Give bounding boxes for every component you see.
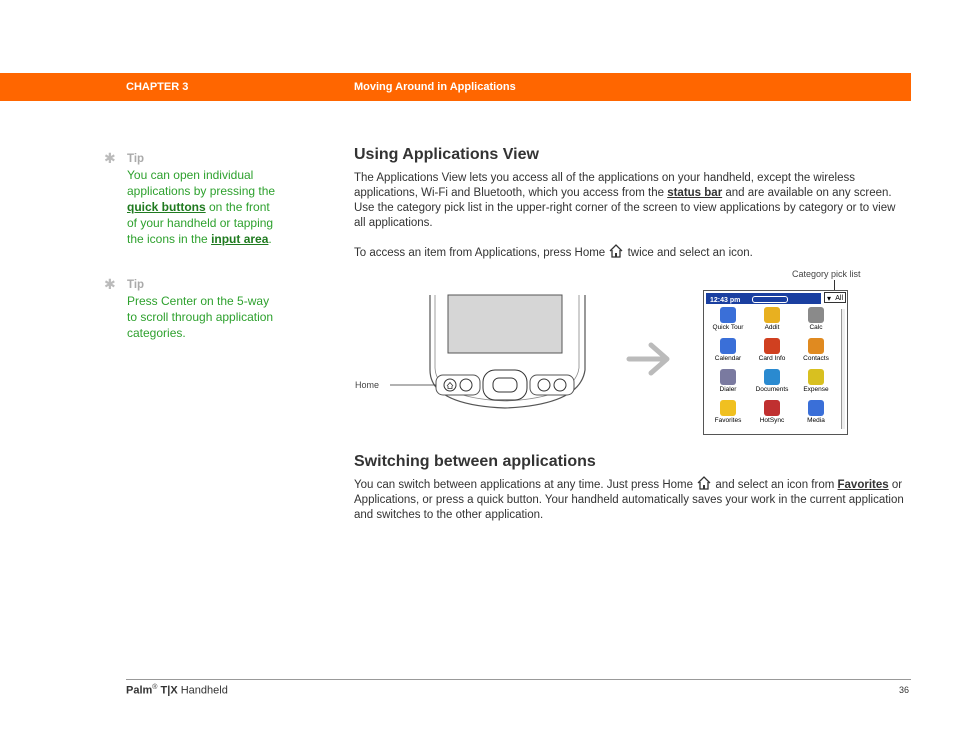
favorites-link[interactable]: Favorites	[837, 479, 889, 491]
para-text: To access an item from Applications, press Home	[354, 247, 609, 259]
expense-icon	[808, 369, 824, 385]
calc-icon	[808, 307, 824, 323]
tip-body	[127, 167, 277, 247]
app-documents[interactable]	[750, 369, 794, 393]
quick-buttons-link[interactable]: quick buttons	[127, 200, 206, 214]
app-favorites[interactable]	[706, 400, 750, 424]
status-bar[interactable]	[706, 293, 821, 304]
para-text: The Applications View lets you access all of the applications on your handheld, except the wireless applications, Wi-Fi and Bluetooth, which you access from the	[354, 172, 855, 199]
para-text: twice and select an icon.	[624, 247, 753, 259]
app-label: Expense	[803, 386, 829, 393]
tip-star-icon: ✱	[104, 150, 116, 166]
app-label: Favorites	[714, 417, 742, 424]
home-icon	[608, 243, 624, 259]
applications-screen	[703, 290, 848, 435]
app-label: Calc	[809, 324, 823, 331]
dialer-icon	[720, 369, 736, 385]
footer-brand: Palm	[126, 684, 153, 697]
status-bar-link[interactable]: status bar	[667, 187, 723, 199]
app-label: HotSync	[759, 417, 785, 424]
favorites-icon	[720, 400, 736, 416]
addit-icon	[764, 307, 780, 323]
hotsync-icon	[764, 400, 780, 416]
tip-1	[104, 151, 279, 271]
app-expense[interactable]	[794, 369, 838, 393]
app-label: Contacts	[803, 355, 829, 362]
app-calendar[interactable]	[706, 338, 750, 362]
page-number: 36	[899, 685, 910, 695]
footer-divider	[126, 679, 911, 680]
clock: 12:43 pm	[710, 297, 741, 304]
app-addit[interactable]	[750, 307, 794, 331]
home-callout-label: Home	[355, 380, 380, 390]
tip-2	[104, 277, 279, 347]
app-dialer[interactable]	[706, 369, 750, 393]
footer-product-name: Handheld	[177, 684, 228, 697]
footer-model: T|X	[160, 684, 178, 697]
app-media[interactable]	[794, 400, 838, 424]
footer-product	[126, 684, 228, 697]
app-label: Documents	[755, 386, 789, 393]
input-area-link[interactable]: input area	[211, 232, 269, 246]
tip-body: Press Center on the 5-way to scroll through application categories.	[127, 294, 274, 340]
contacts-icon	[808, 338, 824, 354]
para-text: You can switch between applications at any time. Just press Home	[354, 479, 697, 491]
chapter-title: Moving Around in Applications	[354, 81, 516, 93]
app-calc[interactable]	[794, 307, 838, 331]
chapter-label: CHAPTER 3	[126, 81, 189, 93]
tip-text: on the front of your handheld or tapping the icons in the	[127, 200, 274, 246]
tip-text: .	[268, 232, 272, 246]
app-label: Addit	[764, 324, 780, 331]
section-heading-applications-view: Using Applications View	[354, 146, 539, 163]
app-hotsync[interactable]	[750, 400, 794, 424]
footer-reg: ®	[152, 684, 158, 691]
switching-paragraph	[354, 475, 910, 523]
handheld-illustration	[380, 290, 620, 415]
media-icon	[808, 400, 824, 416]
scrollbar[interactable]	[841, 309, 845, 429]
battery-icon	[752, 296, 788, 303]
applications-view-paragraph	[354, 171, 910, 231]
app-label: Calendar	[714, 355, 742, 362]
tip-label: Tip	[127, 279, 145, 291]
tip-text: You can open individual applications by pressing the	[127, 168, 276, 198]
chapter-header-bar	[0, 73, 911, 101]
card-info-icon	[764, 338, 780, 354]
para-text: and are available on any screen. Use the category pick list in the upper-right corner of the screen to view applications by category or to view all applications.	[354, 187, 896, 229]
app-label: Media	[807, 417, 825, 424]
calendar-icon	[720, 338, 736, 354]
right-arrow-icon	[625, 340, 673, 378]
access-item-paragraph	[354, 243, 910, 261]
app-label: Card Info	[758, 355, 786, 362]
tip-star-icon: ✱	[104, 276, 116, 292]
category-pick-list-callout: Category pick list	[792, 269, 861, 279]
para-text: or Applications, or press a quick button. Your handheld automatically saves your work in the current application and switches to the other application.	[354, 479, 904, 521]
app-contacts[interactable]	[794, 338, 838, 362]
documents-icon	[764, 369, 780, 385]
app-label: Dialer	[719, 386, 737, 393]
quick-tour-icon	[720, 307, 736, 323]
home-icon	[696, 475, 712, 491]
app-card-info[interactable]	[750, 338, 794, 362]
section-heading-switching: Switching between applications	[354, 453, 596, 470]
app-label: Quick Tour	[712, 324, 744, 331]
para-text: and select an icon from	[712, 479, 838, 491]
app-quick-tour[interactable]	[706, 307, 750, 331]
category-pick-list[interactable]: ▾ All	[824, 292, 846, 303]
tip-label: Tip	[127, 153, 145, 165]
